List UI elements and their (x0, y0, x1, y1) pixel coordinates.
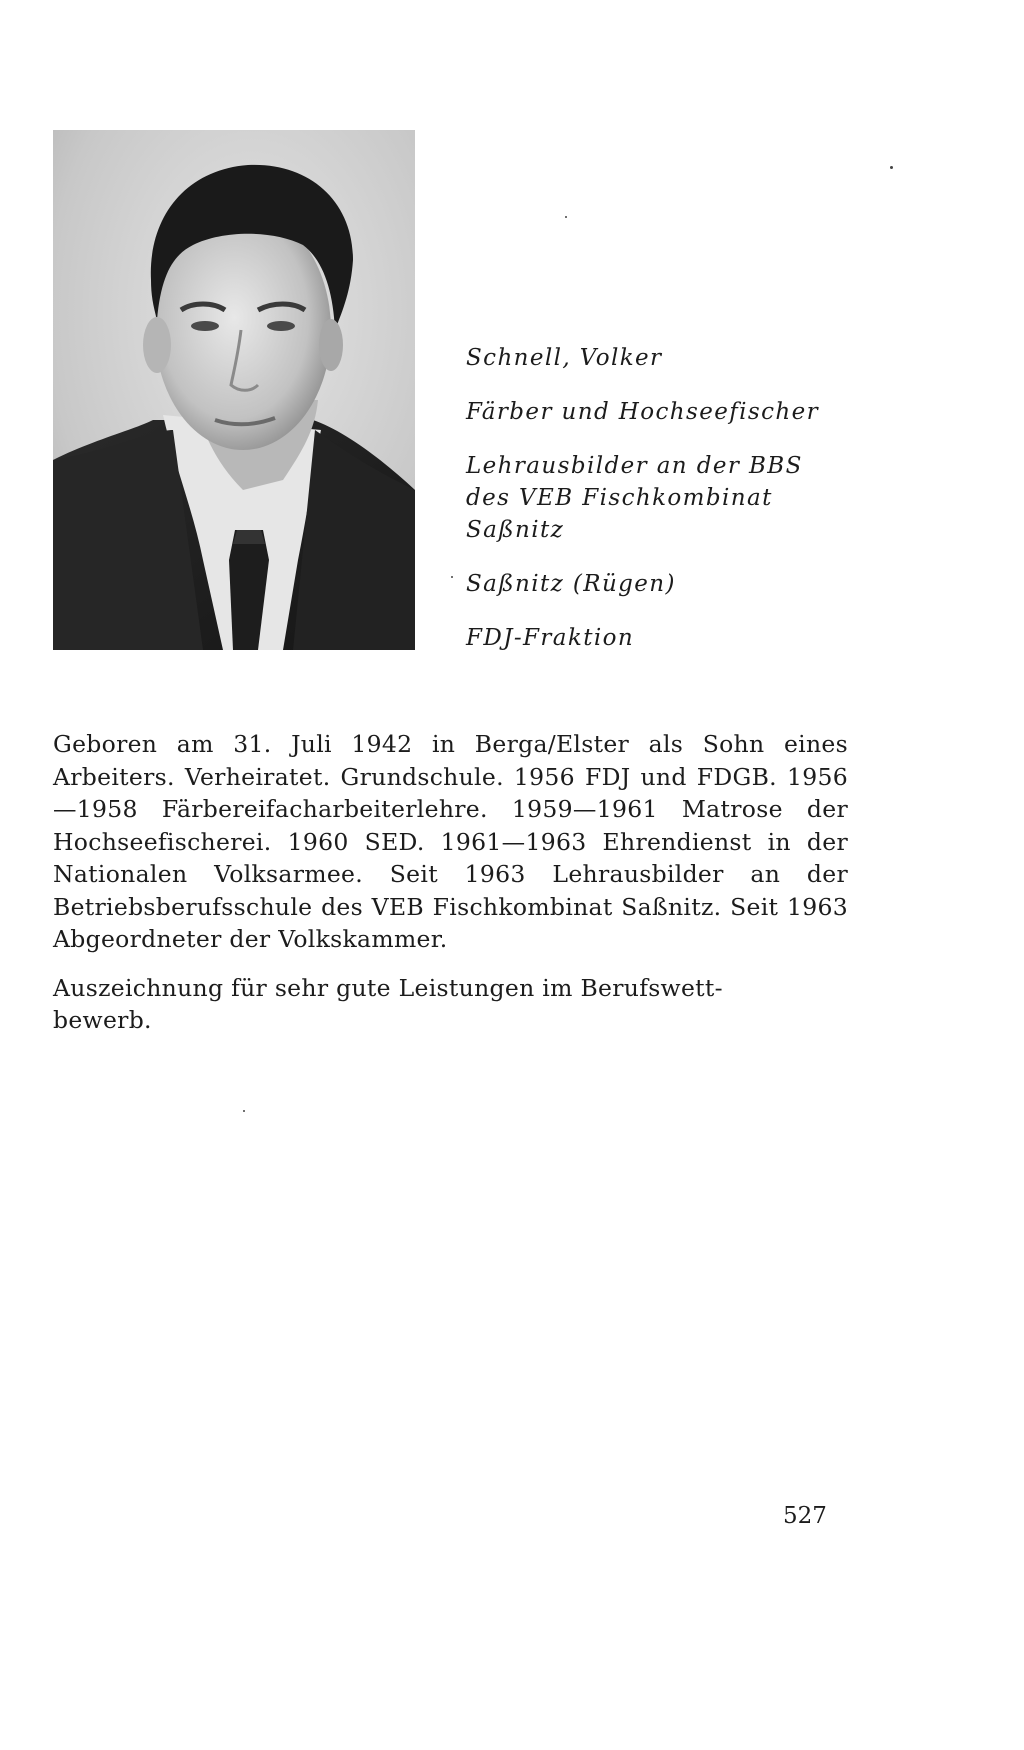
scan-speck (890, 166, 893, 169)
entry-position-line1: Lehrausbilder an der BBS (466, 453, 803, 479)
portrait-image (53, 130, 415, 650)
entry-position-line3: Saßnitz (466, 517, 565, 543)
biography-paragraph: Geboren am 31. Juli 1942 in Berga/Elster als Sohn eines Arbeiters. Verheiratet. Grundschule. 1956 FDJ und FDGB. 1956—1958 Färbereifacharbeiterlehre. 1959—1961 Matrose der Hochseefischerei. 1960 SED. 1961—1963 Ehrendienst in der Nationalen Volksarmee. Seit 1963 Lehrausbilder an der Betriebsberufsschule des VEB Fischkombinat Saßnitz. Seit 1963 Abgeordneter der Volkskammer. (53, 730, 848, 953)
awards-paragraph (53, 972, 848, 1037)
page-number: 527 (783, 1503, 827, 1529)
entry-residence: Saßnitz (Rügen) (466, 571, 676, 597)
portrait-photo (53, 130, 415, 650)
entry-name: Schnell, Volker (466, 345, 663, 371)
biography (53, 728, 848, 1037)
entry-faction: FDJ-Fraktion (466, 625, 635, 651)
scan-speck (565, 216, 567, 218)
awards-line2: bewerb. (53, 1006, 152, 1034)
scan-speck (243, 1110, 245, 1112)
awards-line1: Auszeichnung für sehr gute Leistungen im Berufswett- (53, 973, 723, 1002)
entry-position-line2: des VEB Fischkombinat (466, 485, 773, 511)
entry-profession: Färber und Hochseefischer (466, 399, 820, 425)
scan-speck (451, 576, 453, 578)
